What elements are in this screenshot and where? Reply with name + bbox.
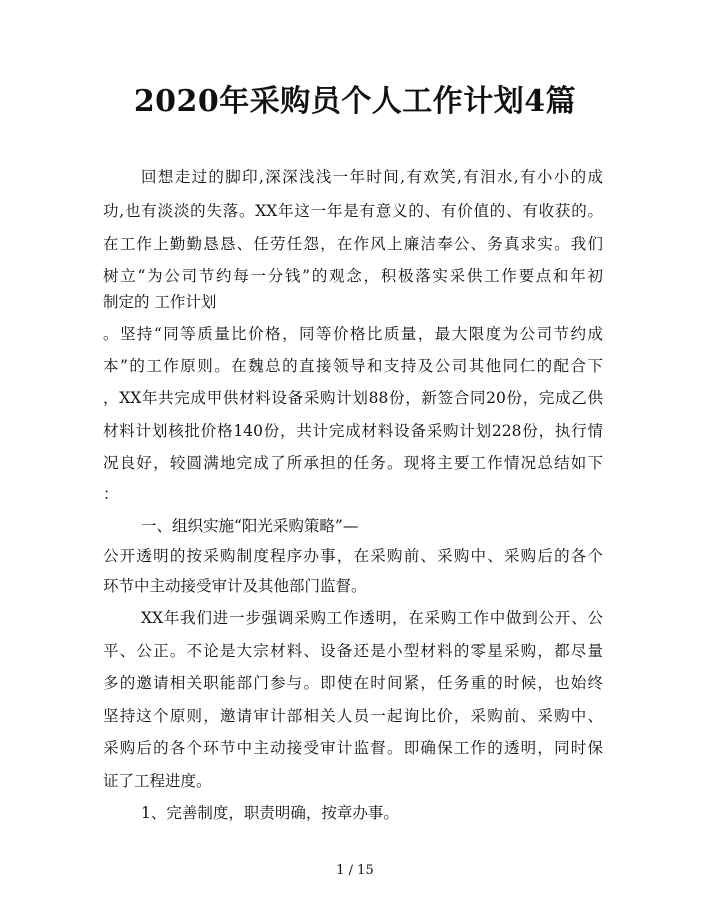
paragraph-2-line-2: 本”的工作原则。在魏总的直接领导和支持及公司其他同仁的配合下 [103, 357, 603, 375]
paragraph-4-line-3: 多的邀请相关职能部门参与。即使在时间紧，任务重的时候，也始终 [103, 674, 603, 692]
page-number: 1 / 15 [336, 863, 374, 878]
paragraph-4-line-2: 平、公正。不论是大宗材料、设备还是小型材料的零星采购，都尽量 [103, 642, 603, 660]
paragraph-1-line-3: 在工作上勤勤恳恳、任劳任怨，在作风上廉洁奉公、务真求实。我们 [103, 235, 603, 253]
paragraph-4-line-6: 证了工程进度。 [103, 772, 212, 790]
paragraph-1-line-4: 树立“为公司节约每一分钱”的观念，积极落实采供工作要点和年初 [103, 267, 603, 285]
paragraph-2-line-6: ： [103, 485, 119, 503]
paragraph-2-line-3: ，XX年共完成甲供材料设备采购计划88份，新签合同20份，完成乙供 [103, 389, 603, 407]
page-title: 2020年采购员个人工作计划4篇 [133, 84, 577, 119]
paragraph-1-line-5: 制定的 工作计划 [103, 293, 217, 311]
paragraph-1-line-1: 回想走过的脚印,深深浅浅一年时间,有欢笑,有泪水,有小小的成 [141, 168, 603, 186]
section-heading-1: 一、组织实施“阳光采购策略”— [141, 517, 359, 535]
paragraph-3-line-2: 环节中主动接受审计及其他部门监督。 [103, 577, 367, 595]
paragraph-2-line-1: 。坚持“同等质量比价格，同等价格比质量，最大限度为公司节约成 [103, 325, 603, 343]
paragraph-4-line-4: 坚持这个原则，邀请审计部相关人员一起询比价，采购前、采购中、 [103, 707, 603, 725]
paragraph-3-line-1: 公开透明的按采购制度程序办事，在采购前、采购中、采购后的各个 [103, 547, 603, 565]
paragraph-1-line-2: 功,也有淡淡的失落。XX年这一年是有意义的、有价值的、有收获的。 [103, 202, 603, 220]
section-heading-2: 1、完善制度，职责明确，按章办事。 [141, 804, 399, 822]
paragraph-4-line-1: XX年我们进一步强调采购工作透明，在采购工作中做到公开、公 [141, 609, 603, 627]
paragraph-2-line-5: 况良好，较圆满地完成了所承担的任务。现将主要工作情况总结如下 [103, 454, 603, 472]
paragraph-2-line-4: 材料计划核批价格140份，共计完成材料设备采购计划228份，执行情 [103, 422, 603, 440]
paragraph-4-line-5: 采购后的各个环节中主动接受审计监督。即确保工作的透明，同时保 [103, 739, 603, 757]
